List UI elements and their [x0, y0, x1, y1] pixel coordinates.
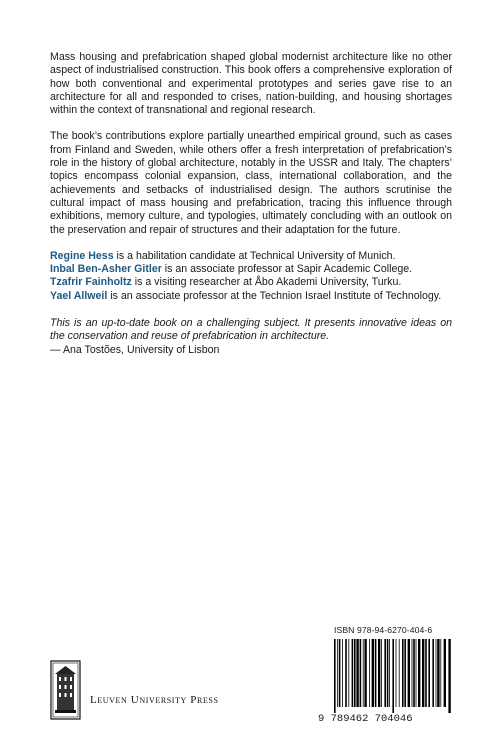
back-cover-text	[50, 51, 452, 357]
publisher-block	[50, 660, 250, 720]
author-bio	[50, 290, 452, 303]
author-bio	[50, 250, 452, 263]
publisher-name: Leuven University Press	[90, 694, 219, 706]
author-bio	[50, 263, 452, 276]
barcode-digits: 9 789462 704046	[318, 713, 413, 725]
author-bio	[50, 276, 452, 289]
endorsement-quote: This is an up-to-date book on a challenging subject. It presents innovative ideas on the conservation and reuse of prefabrication in architecture.	[50, 317, 452, 343]
barcode-icon	[334, 639, 451, 713]
description-paragraph-2: The book’s contributions explore partially unearthed empirical ground, such as cases from Finland and Sweden, while others offer a fresh interpretation of prefabrication’s role in the history of global architecture, notably in the USSR and Italy. The chapters’ topics encompass colonial expansion, class, international collaboration, and the achievements and setbacks of industrialised design. The authors scrutinise the cultural impact of mass housing and prefabrication, tracing this influence through exhibitions, memory culture, and typologies, ultimately concluding with an outlook on the preservation and repair of structures and their adaptation for the future.	[50, 130, 452, 236]
endorsement-attribution: — Ana Tostões, University of Lisbon	[50, 343, 220, 356]
author-description: is a habilitation candidate at Technical University of Munich.	[113, 249, 396, 262]
author-bios	[50, 250, 452, 303]
author-description: is an associate professor at Sapir Academic College.	[161, 263, 413, 276]
author-name: Regine Hess	[50, 249, 114, 262]
description-paragraph-1: Mass housing and prefabrication shaped global modernist architecture like no other aspect of industrialised construction. This book offers a comprehensive exploration of how both conventional and experimental prototypes and series gave rise to an architecture for all and responded to crises, nation-building, and housing shortages within the context of transnational and regional research.	[50, 51, 452, 117]
publisher-logo-icon	[50, 660, 81, 720]
author-name: Inbal Ben-Asher Gitler	[50, 263, 162, 276]
author-description: is a visiting researcher at Åbo Akademi University, Turku.	[131, 276, 402, 289]
author-description: is an associate professor at the Technion Israel Institute of Technology.	[107, 289, 442, 302]
isbn-label: ISBN 978-94-6270-404-6	[334, 625, 433, 635]
isbn-barcode	[318, 625, 452, 726]
author-name: Tzafrir Fainholtz	[50, 276, 132, 289]
author-name: Yael Allweil	[50, 289, 108, 302]
